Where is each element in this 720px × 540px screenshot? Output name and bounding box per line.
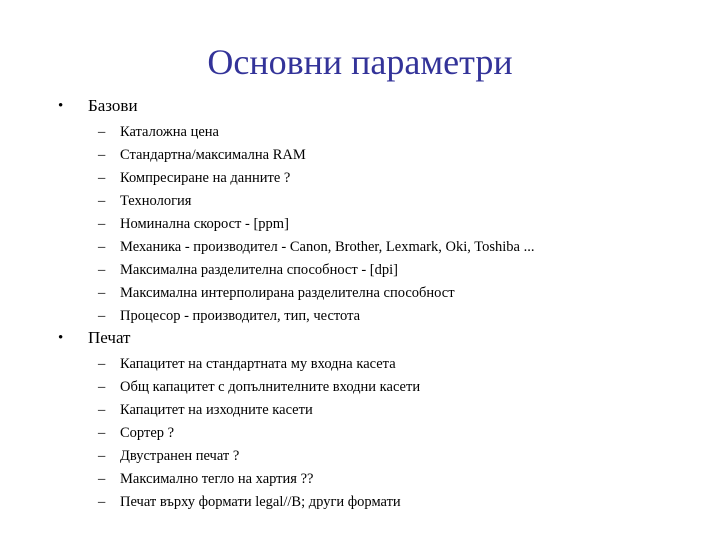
- list-item-text: Двустранен печат ?: [120, 448, 240, 464]
- list-item-text: Максимално тегло на хартия ??: [120, 471, 314, 487]
- dash-icon: –: [98, 425, 106, 441]
- dash-icon: –: [98, 471, 106, 487]
- dash-icon: –: [98, 262, 106, 278]
- list-item: [0, 259, 720, 282]
- dash-icon: –: [98, 216, 106, 232]
- list-item-text: Максимална разделителна способност - [dpi]: [120, 262, 398, 278]
- list-item: [0, 422, 720, 445]
- dash-icon: –: [98, 193, 106, 209]
- section-basic: [0, 92, 720, 328]
- list-item-text: Каталожна цена: [120, 124, 219, 140]
- section-label-print: Печат: [88, 328, 131, 347]
- dash-icon: –: [98, 308, 106, 324]
- dash-icon: –: [98, 147, 106, 163]
- list-item-text: Процесор - производител, тип, честота: [120, 308, 361, 324]
- bullet-icon: •: [58, 330, 64, 346]
- list-item: [0, 282, 720, 305]
- bullet-icon: •: [58, 98, 64, 114]
- dash-icon: –: [98, 448, 106, 464]
- list-item: [0, 236, 720, 259]
- list-item-text: Капацитет на стандартната му входна касета: [120, 356, 396, 372]
- dash-icon: –: [98, 402, 106, 418]
- dash-icon: –: [98, 239, 106, 255]
- list-item-text: Компресиране на данните ?: [120, 170, 291, 186]
- list-item: [0, 144, 720, 167]
- list-item: [0, 445, 720, 468]
- print-items-list: [0, 353, 720, 514]
- section-heading-basic: [0, 92, 720, 120]
- list-item-text: Технология: [120, 193, 192, 209]
- list-item: [0, 353, 720, 376]
- list-item-text: Капацитет на изходните касети: [120, 402, 313, 418]
- dash-icon: –: [98, 494, 106, 510]
- section-heading-print: [0, 324, 720, 352]
- dash-icon: –: [98, 356, 106, 372]
- list-item: [0, 121, 720, 144]
- list-item-text: Максимална интерполирана разделителна способност: [120, 285, 455, 301]
- list-item-text: Сортер ?: [120, 425, 175, 441]
- list-item: [0, 491, 720, 514]
- dash-icon: –: [98, 124, 106, 140]
- list-item-text: Механика - производител - Canon, Brother, Lexmark, Oki, Toshiba ...: [120, 239, 535, 255]
- list-item-text: Общ капацитет с допълнителните входни касети: [120, 379, 421, 395]
- dash-icon: –: [98, 379, 106, 395]
- list-item: [0, 399, 720, 422]
- list-item: [0, 213, 720, 236]
- slide-title: Основни параметри: [207, 42, 513, 82]
- list-item-text: Номинална скорост - [ppm]: [120, 216, 289, 232]
- list-item-text: Стандартна/максимална RAM: [120, 147, 306, 163]
- list-item: [0, 468, 720, 491]
- basic-items-list: [0, 121, 720, 328]
- list-item: [0, 376, 720, 399]
- dash-icon: –: [98, 170, 106, 186]
- section-label-basic: Базови: [88, 96, 138, 115]
- list-item-text: Печат върху формати legal//B; други формати: [120, 494, 401, 510]
- list-item: [0, 167, 720, 190]
- section-print: [0, 324, 720, 514]
- list-item: [0, 190, 720, 213]
- dash-icon: –: [98, 285, 106, 301]
